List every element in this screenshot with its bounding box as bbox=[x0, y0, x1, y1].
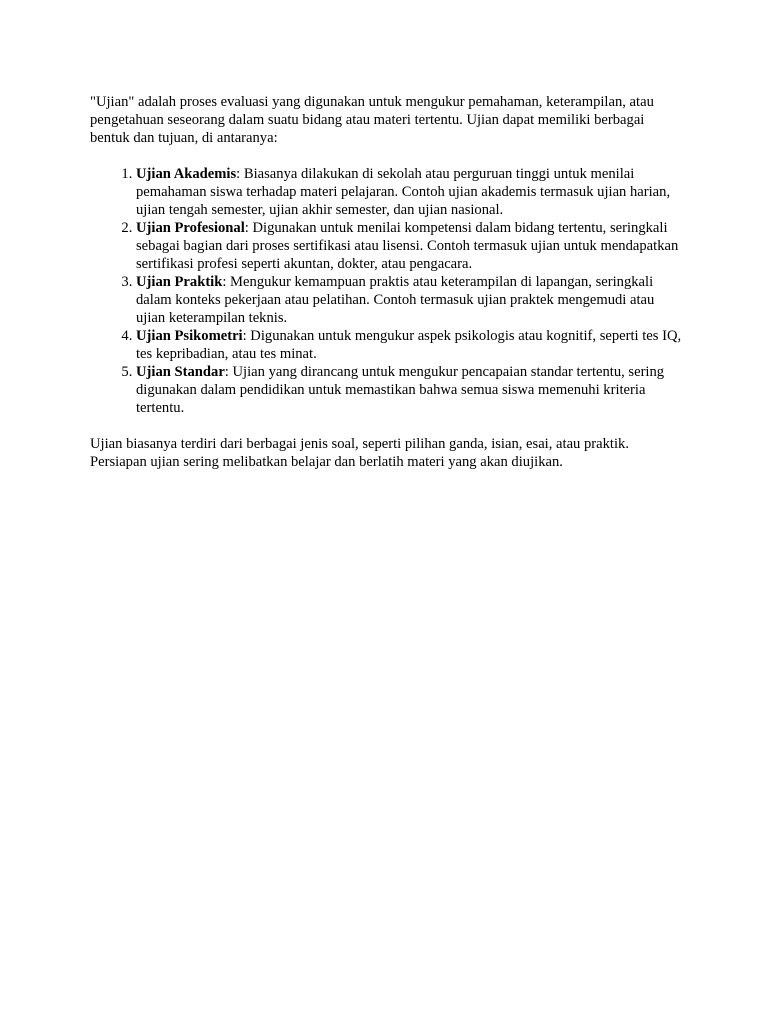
list-item bbox=[136, 219, 682, 273]
list-item-description: : Mengukur kemampuan praktis atau keterampilan di lapangan, seringkali dalam konteks pekerjaan atau pelatihan. Contoh termasuk ujian praktek mengemudi atau ujian keterampilan teknis. bbox=[136, 274, 655, 326]
list-item bbox=[136, 273, 682, 327]
list-item-description: : Digunakan untuk menilai kompetensi dalam bidang tertentu, seringkali sebagai bagian dari proses sertifikasi atau lisensi. Contoh termasuk ujian untuk mendapatkan sertifikasi profesi seperti akuntan, dokter, atau pengacara. bbox=[136, 220, 679, 272]
exam-types-list bbox=[90, 165, 682, 417]
document-page bbox=[90, 93, 682, 471]
list-item-term: Ujian Akademis bbox=[136, 166, 237, 182]
list-item bbox=[136, 165, 682, 219]
closing-paragraph: Ujian biasanya terdiri dari berbagai jenis soal, seperti pilihan ganda, isian, esai, atau praktik. Persiapan ujian sering melibatkan belajar dan berlatih materi yang akan diujikan. bbox=[90, 436, 629, 470]
intro-paragraph: "Ujian" adalah proses evaluasi yang digunakan untuk mengukur pemahaman, keterampilan, atau pengetahuan seseorang dalam suatu bidang atau materi tertentu. Ujian dapat memiliki berbagai bentuk dan tujuan, di antaranya: bbox=[90, 94, 654, 146]
list-item-term: Ujian Standar bbox=[136, 364, 225, 380]
list-item-description: : Biasanya dilakukan di sekolah atau perguruan tinggi untuk menilai pemahaman siswa terhadap materi pelajaran. Contoh ujian akademis termasuk ujian harian, ujian tengah semester, ujian akhir semester, dan ujian nasional. bbox=[136, 166, 671, 218]
list-item bbox=[136, 363, 682, 417]
list-item-description: : Digunakan untuk mengukur aspek psikologis atau kognitif, seperti tes IQ, tes kepribadian, atau tes minat. bbox=[136, 328, 682, 362]
list-item-term: Ujian Profesional bbox=[136, 220, 245, 236]
list-item-term: Ujian Psikometri bbox=[136, 328, 243, 344]
list-item-term: Ujian Praktik bbox=[136, 274, 223, 290]
list-item-description: : Ujian yang dirancang untuk mengukur pencapaian standar tertentu, sering digunakan dalam pendidikan untuk memastikan bahwa semua siswa memenuhi kriteria tertentu. bbox=[136, 364, 665, 416]
list-item bbox=[136, 327, 682, 363]
